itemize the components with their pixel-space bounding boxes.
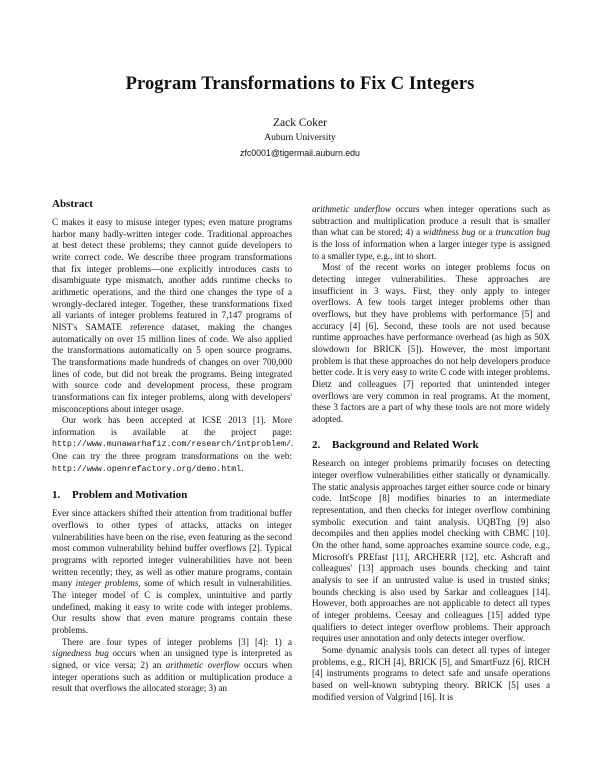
author-email: zfc0001@tigermail.auburn.edu: [240, 148, 360, 158]
abstract-paragraph-2: Our work has been accepted at ICSE 2013 [1]. More information is available at the project page: http://www.munawarhafiz.com/research/intproblem/. One can try the three program transformations on the web: http://www.openrefactory.org/demo.html.: [52, 415, 294, 474]
project-page-link[interactable]: http://www.munawarhafiz.com/research/intproblem/: [52, 440, 291, 450]
right-paragraph-2: Most of the recent works on integer problems focus on detecting integer vulnerabilities. These approaches are insufficient in 3 ways. First, they only apply to integer overflows. A few tools target integer problems other than overflows, but they have problems with performance [5] and accuracy [4] [6]. Second, these tools are not used because runtime approaches have performance overhead (as high as 50X slowdown for BRICK [5]). However, the most important problem is that these approaches do not help developers produce better code. It is very easy to write C code with integer problems. Dietz and colleagues [7] reported that unintended integer overflows are very common in real programs. At the moment, these 3 factors are a part of why these tools are not more widely adopted.: [312, 262, 550, 424]
section1-paragraph-2: There are four types of integer problems [3] [4]: 1) a signedness bug occurs when an unsigned type is interpreted as signed, or vice versa; 2) an arithmetic overflow occurs when integer operations such as addition or multiplication produce a result that overflows the allocated storage; 3) an: [52, 636, 293, 694]
demo-link[interactable]: http://www.openrefactory.org/demo.html: [52, 464, 242, 474]
right-paragraph-1: arithmetic underflow occurs when integer operations such as subtraction and multiplication produce a result that is smaller than what can be stored; 4) a widthness bug or a truncation bug is the loss of information when a larger integer type is assigned to a smaller type, e.g., int to short.: [312, 204, 550, 261]
section1-heading: 1. Problem and Motivation: [52, 489, 188, 502]
abstract-paragraph-1: C makes it easy to misuse integer types; even mature programs harbor many badly-written integer code. Traditional approaches at best detect these problems; they cannot guide developers to write correct code. We describe three program transformations that fix integer problems—one explicitly introduces casts to disambiguate type mismatch, another adds runtime checks to arithmetic operations, and the third one changes the type of a wrongly-declared integer. Together, these transformations fixed all variants of integer problems featured in 7,147 programs of NIST's SAMATE reference dataset, making the changes automatically on over 15 million lines of code. We also applied the transformations automatically on 5 open source programs. The transformations made hundreds of changes on over 700,000 lines of code, but did not break the programs. Being integrated with source code and development process, these program transformations can fix integer problems, along with developers' misconceptions about integer usage.: [52, 217, 292, 414]
section1-paragraph-1: Ever since attackers shifted their attention from traditional buffer overflows to other types of attacks, attacks on integer vulnerabilities have been on the rise, even featuring as the second most common vulnerability behind buffer overflows [2]. Typical programs with reported integer vulnerabilities have not been written recently; they, as well as other mature programs, contain many integer problems, some of which result in vulnerabilities. The integer model of C is complex, unintuitive and partly undefined, making it easy to write code with integer problems. Our results show that even mature programs contain these problems.: [52, 508, 293, 635]
right-column: [312, 204, 550, 703]
author-name: Zack Coker: [273, 117, 327, 129]
section2-paragraph-1: Research on integer problems primarily focuses on detecting integer overflow vulnerabilities either statically or dynamically. The static analysis approaches target either source code or binary code. IntScope [8] modifies binaries to an intermediate representation, and then checks for integer overflow combining symbolic execution and taint analysis. UQBTng [9] also decompiles and then applies model checking with CBMC [10]. On the other hand, some approaches examine source code, e.g., Microsoft's PREfast [11], ARCHERR [12], etc. Ashcraft and colleagues' [13] approach uses bounds checking and taint analysis to see if an untrusted value is used in trusted sinks; bounds checking is also used by Sarkar and colleagues [14]. However, both approaches are not applicable to detect all types of integer problems. Ceesay and colleagues [15] added type qualifiers to detect integer overflow problems. Their approach requires user annotation and only detects integer overflow.: [312, 458, 550, 644]
section2-heading: 2. Background and Related Work: [312, 439, 479, 452]
author-affiliation: Auburn University: [264, 133, 336, 143]
section2-paragraph-2: Some dynamic analysis tools can detect all types of integer problems, e.g., RICH [4], BRICK [5], and SmartFuzz [6]. RICH [4] instruments programs to detect safe and unsafe operations based on well-known subtyping theory. BRICK [5] uses a modified version of Valgrind [16]. It is: [312, 644, 550, 702]
left-column: [52, 198, 292, 695]
paper-title: Program Transformations to Fix C Integers: [125, 74, 475, 94]
abstract-heading: Abstract: [52, 198, 93, 210]
